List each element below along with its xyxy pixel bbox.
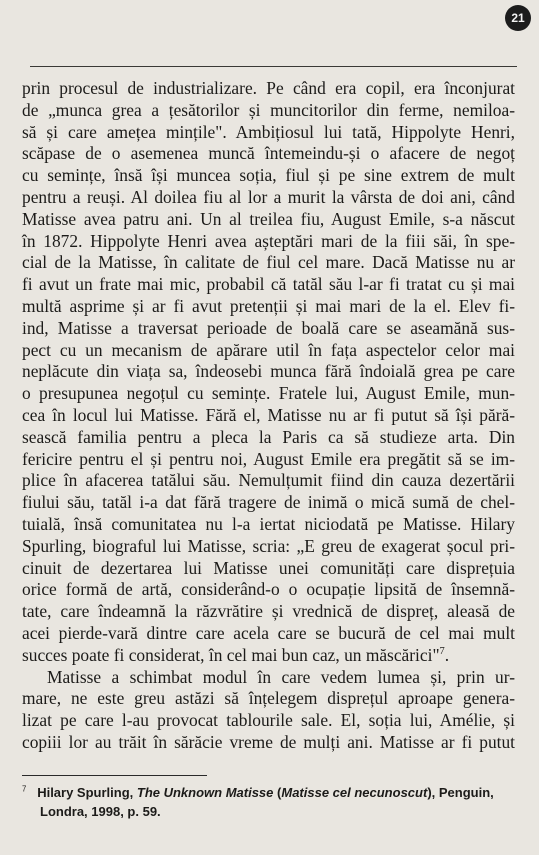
text-line: Spurling, biograful lui Matisse, scria: „E greu de exagerat șocul pri- <box>22 535 515 556</box>
text-line: succes poate fi considerat, în cel mai bun caz, un măscărici"$^7$. <box>22 644 450 665</box>
text-line: prin procesul de industrializare. Pe când era copil, era înconjurat <box>22 78 515 98</box>
text-line: pentru a reuși. Al doilea fiu al lor a murit la vârsta de doi ani, când <box>22 186 515 207</box>
text-line: Matisse avea patru ani. Un al treilea fiu, August Emile, s-a născut <box>22 208 515 229</box>
footnote-author: Hilary Spurling, <box>37 785 137 800</box>
footnote-reference[interactable]: 7 <box>439 645 445 657</box>
text-line: cu semințe, însă își muncea soția, fiul și pe sine extrem de mult <box>22 165 515 186</box>
text-line: să și care amețea mințile". Ambițiosul lui tată, Hippolyte Henri, <box>22 121 515 142</box>
text-line: de „munca grea a țesătorilor și muncitorilor din ferme, nemiloa- <box>22 99 515 120</box>
footnote <box>22 783 515 821</box>
text-line: fi avut un frate mai mic, probabil că tatăl său l-ar fi tratat cu și mai <box>22 274 515 295</box>
text-line: neplăcute din viața sa, îndeosebi munca fără îndoială grea pe care <box>22 361 515 382</box>
footnote-publisher: ), Penguin, <box>427 785 494 800</box>
text-line: copiii lor au trăit în sărăcie vreme de mulți ani. Matisse ar fi putut <box>22 731 515 752</box>
text-line: scăpase de o asemenea muncă întemeindu-și o afacere de negoț <box>22 143 515 164</box>
footnote-subtitle: Matisse cel necunoscut <box>281 785 428 800</box>
text-line: ind, Matisse a traversat perioade de boală care se aseamănă sus- <box>22 317 515 338</box>
footnote-location: Londra, 1998, p. 59. <box>40 804 161 819</box>
text-line: Matisse a schimbat modul în care vedem lumea și, prin ur- <box>47 666 515 687</box>
text-line: în 1872. Hippolyte Henri avea așteptări mari de la fiii săi, în spe- <box>22 230 515 251</box>
text-line: cea în locul lui Matisse. Fără el, Matisse nu ar fi putut să își pără- <box>22 404 515 425</box>
page-number-badge: 21 <box>505 5 531 31</box>
footnote-paren: ( <box>273 785 282 800</box>
text-line: acei pierde-vară dintre care acela care se bucură de cel mai mult <box>22 622 515 643</box>
text-line: mare, ne este greu astăzi să înțelegem disprețul aproape genera- <box>22 688 515 709</box>
text-line: cial de la Matisse, în calitate de fiul cel mare. Dacă Matisse nu ar <box>22 252 515 273</box>
text-line: pect cu un mecanism de apărare util în fața aspectelor celor mai <box>22 339 515 360</box>
footnote-title: The Unknown Matisse <box>136 785 274 800</box>
quote-end: succes poate fi considerat, în cel mai bun caz, un măscărici" <box>22 644 440 665</box>
header-rule <box>30 66 517 67</box>
body-text <box>22 78 515 754</box>
text-line: fiului său, tatăl i-a dat fără tragere de inimă o mică sumă de chel- <box>22 492 515 513</box>
text-line: fericire pentru el și pentru noi, August Emile era pregătit să se im- <box>22 448 515 469</box>
text-line: lizat pe care l-au provocat tablourile sale. El, soția lui, Amélie, și <box>22 710 515 731</box>
text-line: multă asprime și ar fi avut pretenții și mai mari de la el. Elev fi- <box>22 295 515 316</box>
text-line: o presupunea negoțul cu semințe. Fratele lui, August Emile, mun- <box>22 383 515 404</box>
text-line: cinuit de dezertarea lui Matisse unei comunități care disprețuia <box>22 557 515 578</box>
footnote-line <box>22 783 515 802</box>
footnote-line <box>22 802 515 821</box>
text-line: tuială, însă comunitatea nu l-a iertat niciodată pe Matisse. Hilary <box>22 513 515 534</box>
footnote-number: 7 <box>22 784 27 794</box>
text-line: sească familia pentru a pleca la Paris ca să studieze arta. Din <box>22 426 515 447</box>
footnote-rule <box>22 775 207 776</box>
text-line: tate, care îndeamnă la răzvrătire și vrednică de dispreț, aleasă de <box>22 601 515 622</box>
text-line: orice formă de artă, considerând-o o ocupație lipsită de însemnă- <box>22 579 515 600</box>
text-line: plice în afacerea tatălui său. Nemulțumit fiind din cauza dezertării <box>22 470 515 491</box>
